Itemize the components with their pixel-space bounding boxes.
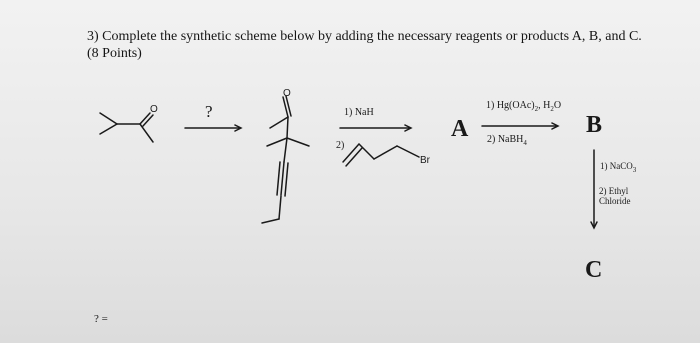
- product-c-label: C: [585, 257, 603, 283]
- product-oxygen-label: O: [283, 88, 291, 99]
- step2-reagent-2: 2) NaBH$_4$: [487, 134, 527, 147]
- reaction-arrow-4: [591, 150, 597, 228]
- starting-ketone-structure: [100, 113, 153, 142]
- question-text: 3) Complete the synthetic scheme below by adding the necessary reagents or products A, B, and C. (8 Points): [87, 29, 642, 61]
- unknown-reagent-label: ?: [205, 102, 213, 121]
- alkylated-ketone-structure: [262, 96, 309, 223]
- step1-reagent-1: 1) NaH: [344, 107, 374, 118]
- step3-reagent-2: 2) Ethyl Chloride: [599, 186, 631, 206]
- ketone-oxygen-label: O: [150, 104, 158, 115]
- product-a-label: A: [451, 116, 469, 142]
- step2-reagent-1: 1) $Hg(OAc)_2$, $H_2O$: [486, 100, 562, 113]
- reaction-arrow-1: [185, 125, 241, 131]
- step1-reagent-2: 2): [336, 140, 345, 151]
- answer-prompt: ? =: [94, 313, 108, 325]
- product-b-label: B: [586, 112, 603, 138]
- step3-reagent-1: 1) NaCO$_3$: [600, 161, 637, 174]
- bromine-label: Br: [420, 155, 430, 166]
- reaction-arrow-2: [340, 125, 411, 131]
- reaction-arrow-3: [482, 123, 558, 129]
- allyl-bromide-structure: [343, 144, 419, 166]
